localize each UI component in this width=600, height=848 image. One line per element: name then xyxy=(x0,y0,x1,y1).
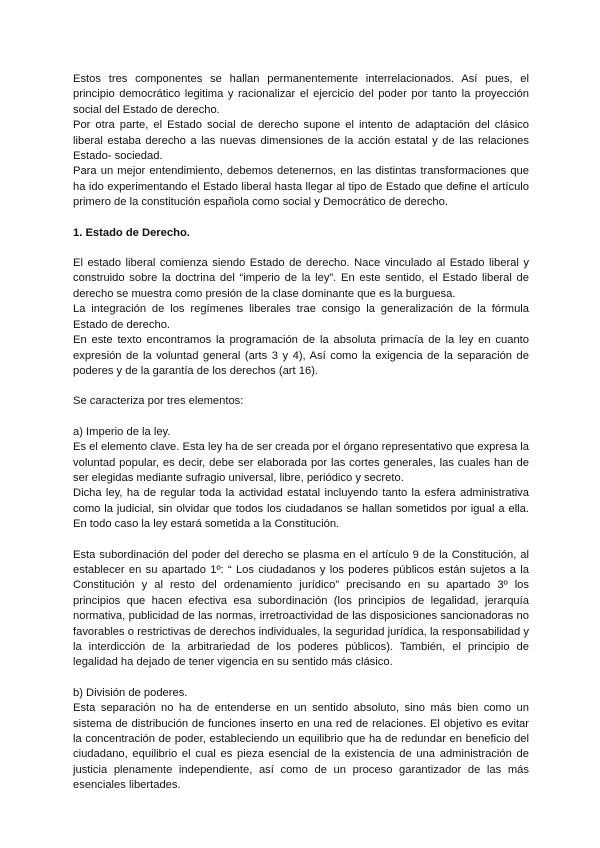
intro-paragraph-3: Para un mejor entendimiento, debemos detenernos, en las distintas transformaciones que ha ido experimentando el Estado liberal hasta llegar al tipo de Estado que define el artículo primero de la constitución española como social y Democrático de derecho. xyxy=(73,165,529,209)
elements-intro: Se caracteriza por tres elementos: xyxy=(73,395,244,408)
section-paragraph-1: El estado liberal comienza siendo Estado de derecho. Nace vinculado al Estado liberal y construido sobre la doctrina del “imperio de la ley”. En este sentido, el Estado liberal de derecho se muestra como presión de la clase dominante que es la burguesa. xyxy=(73,257,529,300)
section-paragraph-3: En este texto encontramos la programación de la absoluta primacía de la ley en cuanto expresión de la voluntad general (arts 3 y 4), Así como la exigencia de la separación de poderes y de la garantía de los derechos (art 16). xyxy=(73,334,529,377)
element-a-subordination-paragraph: Esta subordinación del poder del derecho se plasma en el artículo 9 de la Constitución, al establecer en su apartado 1º: “ Los ciudadanos y los poderes públicos están sujetos a la Constitución y al resto del ordenamiento jurídico” precisando en su apartado 3º los principios que hacen efectiva esa subordinación (los principios de legalidad, jerarquía normativa, publicidad de las normas, irretroactividad de las disposiciones sancionadoras no favorables o restrictivas de derechos individuales, la seguridad jurídica, la responsabilidad y la interdicción de la arbitrariedad de los poderes públicos). También, el principio de legalidad ha dejado de tener vigencia en su sentido más clásico. xyxy=(73,548,529,669)
element-b-paragraph: Esta separación no ha de entenderse en un sentido absoluto, sino más bien como un sistema de distribución de funciones inserto en una red de relaciones. El objetivo es evitar la concentración de poder, estableciendo un equilibrio que ha de redundar en beneficio del ciudadano, equilibrio el cual es pieza esencial de la existencia de una administración de justicia plenamente independiente, así como de un proceso garantizador de las más esenciales libertades. xyxy=(73,702,529,792)
section-paragraph-2: La integración de los regímenes liberales trae consigo la generalización de la fórmula Estado de derecho. xyxy=(73,303,529,331)
intro-paragraph-1: Estos tres componentes se hallan permanentemente interrelacionados. Así pues, el principio democrático legitima y racionalizar el ejercicio del poder por tanto la proyección social del Estado de derecho. xyxy=(73,73,529,116)
element-b-title: b) División de poderes. xyxy=(73,686,188,699)
element-a-paragraph-2: Dicha ley, ha de regular toda la actividad estatal incluyendo tanto la esfera administrativa como la judicial, sin olvidar que todos los ciudadanos se hallan sometidos por igual a ella. En todo caso la ley estará sometida a la Constitución. xyxy=(73,487,529,531)
intro-paragraph-2: Por otra parte, el Estado social de derecho supone el intento de adaptación del clásico liberal estaba derecho a las nuevas dimensiones de la acción estatal y de las relaciones Estado- sociedad. xyxy=(73,119,529,163)
element-a-title: a) Imperio de la ley. xyxy=(73,425,171,438)
section-heading: 1. Estado de Derecho. xyxy=(73,226,190,239)
element-a-paragraph-1: Es el elemento clave. Esta ley ha de ser creada por el órgano representativo que expresa la voluntad popular, es decir, debe ser elaborada por las cortes generales, las cuales han de ser elegidas mediante sufragio universal, libre, periódico y secreto. xyxy=(73,441,529,484)
